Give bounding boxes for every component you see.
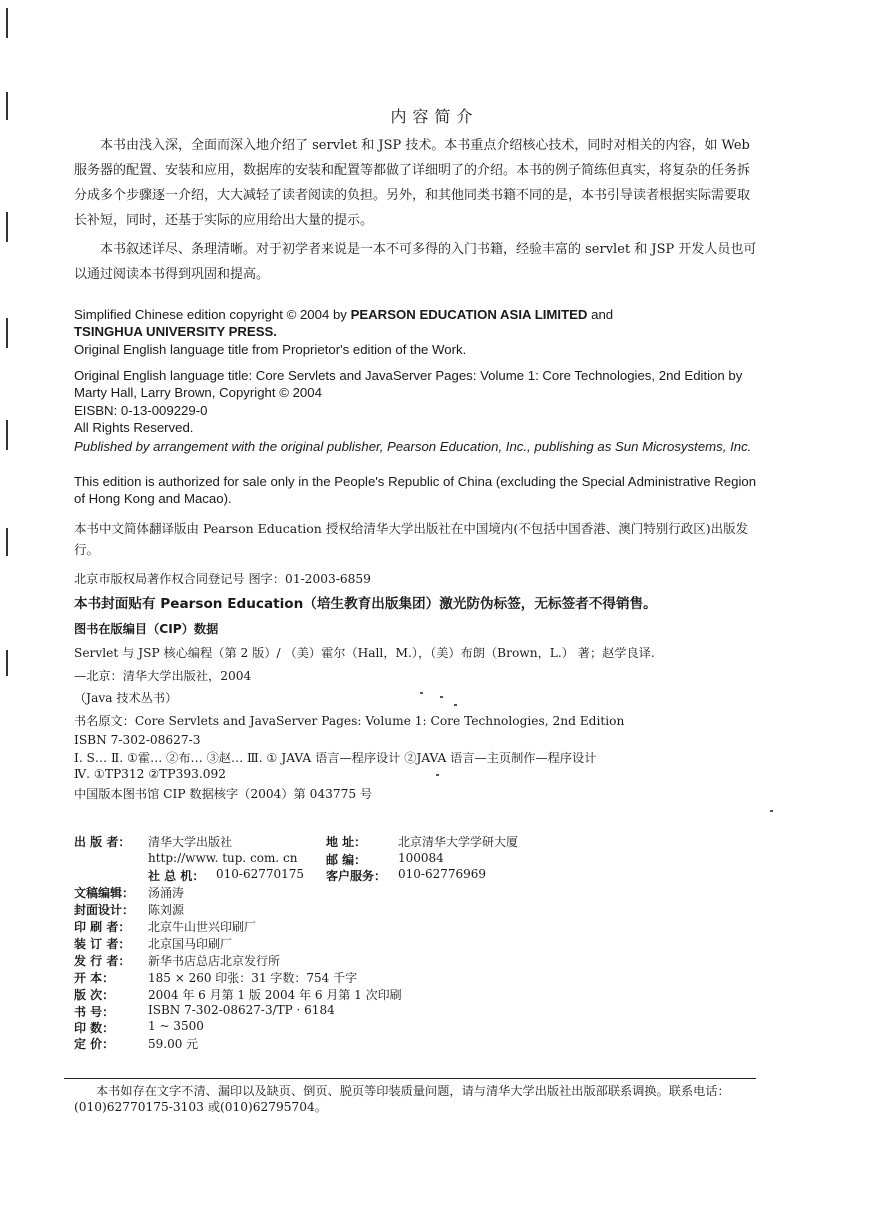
credit-value: 新华书店总店北京发行所 — [148, 954, 281, 968]
laser-label-notice: 本书封面贴有 Pearson Education（培生教育出版集团）激光防伪标签，无标签者不得销售。 — [74, 596, 657, 612]
cip-line: 书名原文：Core Servlets and JavaServer Pages: Volume 1: Core Technologies, 2nd Edition — [74, 714, 625, 728]
sale-authorization: This edition is authorized for sale only in the People's Republic of China (excluding the Special Administrative Region of Hong Kong and Macao). — [74, 474, 757, 507]
copyright-holder: PEARSON EDUCATION ASIA LIMITED — [350, 307, 588, 322]
address-label: 地 址： — [326, 835, 367, 849]
credit-label: 发 行 者： — [74, 954, 131, 968]
postcode: 100084 — [398, 851, 444, 865]
binding-mark — [6, 8, 8, 38]
binding-mark — [6, 528, 8, 556]
original-title: Original English language title: Core Servlets and JavaServer Pages: Volume 1: Core Technologies, 2nd Edition by Marty Hall, Larry Brown, Copyright © 2004 — [74, 368, 743, 401]
publisher-website: http://www. tup. com. cn — [148, 851, 298, 865]
copyright-prefix: Simplified Chinese edition copyright © 2004 by — [74, 307, 351, 322]
credit-value: 北京牛山世兴印刷厂 — [148, 920, 257, 934]
credit-value: 陈刘源 — [148, 903, 185, 917]
cip-line: —北京：清华大学出版社，2004 — [74, 669, 252, 683]
credit-label: 版 次： — [74, 988, 115, 1002]
cn-authorization: 本书中文简体翻译版由 Pearson Education 授权给清华大学出版社在中国境内(不包括中国香港、澳门特别行政区)出版发行。 — [74, 521, 749, 557]
credit-label: 书 号： — [74, 1005, 115, 1019]
eisbn: EISBN: 0-13-009229-0 — [74, 403, 208, 418]
binding-mark — [6, 318, 8, 348]
credit-label: 印 刷 者： — [74, 920, 131, 934]
print-speck — [454, 704, 457, 706]
cip-line: Ⅰ. S… Ⅱ. ①霍… ②布… ③赵… Ⅲ. ① JAVA 语言—程序设计 ②JAVA 语言—主页制作—程序设计 — [74, 751, 597, 765]
credit-label: 印 数： — [74, 1021, 115, 1035]
footer-rule — [64, 1078, 756, 1079]
credit-value: 1 ~ 3500 — [148, 1019, 204, 1033]
cip-line: ISBN 7-302-08627-3 — [74, 733, 201, 747]
original-edition-note: Original English language title from Proprietor's edition of the Work. — [74, 342, 467, 357]
credit-label: 封面设计： — [74, 903, 135, 917]
print-speck — [436, 774, 439, 776]
credit-label: 开 本： — [74, 971, 115, 985]
office-phone: 010-62770175 — [216, 867, 305, 881]
copyright-line-1 — [74, 306, 764, 323]
credit-label: 装 订 者： — [74, 937, 131, 951]
publisher-name: 清华大学出版社 — [148, 835, 233, 849]
rights-reserved: All Rights Reserved. — [74, 420, 194, 435]
office-phone-label: 社 总 机： — [148, 869, 205, 883]
credit-value: 185 × 260 印张：31 字数：754 千字 — [148, 971, 358, 985]
credit-label: 定 价： — [74, 1037, 115, 1051]
print-speck — [420, 692, 423, 694]
publisher-label: 出 版 者： — [74, 835, 131, 849]
cip-line: （Java 技术丛书） — [74, 691, 178, 705]
credit-value: 汤涌涛 — [148, 886, 185, 900]
binding-mark — [6, 420, 8, 450]
credit-value: 2004 年 6 月第 1 版 2004 年 6 月第 1 次印刷 — [148, 988, 402, 1002]
copyright-line-2: TSINGHUA UNIVERSITY PRESS. — [74, 324, 277, 339]
registration-number: 北京市版权局著作权合同登记号 图字：01-2003-6859 — [74, 572, 371, 586]
credit-value: ISBN 7-302-08627-3/TP · 6184 — [148, 1003, 335, 1017]
intro-paragraph-1: 本书由浅入深，全面而深入地介绍了 servlet 和 JSP 技术。本书重点介绍核心技术，同时对相关的内容，如 Web 服务器的配置、安装和应用，数据库的安装和配置等都做了详细明了的介绍。本书的例子简练但真实，将复杂的任务拆分成多个步骤逐一介绍，大大减轻了读者阅读的负担。另外，和其他同类书籍不同的是，本书引导读者根据实际需要取长补短，同时，还基于实际的应用给出大量的提示。 — [74, 138, 751, 228]
cip-line: Servlet 与 JSP 核心编程（第 2 版）/ （美）霍尔（Hall，M.），（美）布朗（Brown，L.） 著；赵学良译. — [74, 646, 655, 660]
cip-line: Ⅳ. ①TP312 ②TP393.092 — [74, 767, 226, 781]
binding-mark — [6, 212, 8, 242]
published-by: Published by arrangement with the original publisher, Pearson Education, Inc., publishing as Sun Microsystems, Inc. — [74, 439, 752, 454]
binding-mark — [6, 650, 8, 676]
footer-note: 本书如存在文字不清、漏印以及缺页、倒页、脱页等印装质量问题，请与清华大学出版社出版部联系调换。联系电话：(010)62770175-3103 或(010)62795704。 — [74, 1084, 730, 1114]
print-speck — [440, 696, 443, 698]
credit-value: 59.00 元 — [148, 1037, 199, 1051]
copyright-and: and — [587, 307, 614, 322]
cip-heading: 图书在版编目（CIP）数据 — [74, 622, 219, 636]
postcode-label: 邮 编： — [326, 853, 367, 867]
customer-service-phone: 010-62776969 — [398, 867, 487, 881]
print-speck — [770, 810, 773, 812]
customer-service-label: 客户服务： — [326, 869, 387, 883]
credit-label: 文稿编辑： — [74, 886, 135, 900]
credit-value: 北京国马印刷厂 — [148, 937, 233, 951]
cip-line: 中国版本图书馆 CIP 数据核字（2004）第 043775 号 — [74, 787, 373, 801]
address: 北京清华大学学研大厦 — [398, 835, 519, 849]
intro-paragraph-2: 本书叙述详尽、条理清晰。对于初学者来说是一本不可多得的入门书籍，经验丰富的 servlet 和 JSP 开发人员也可以通过阅读本书得到巩固和提高。 — [74, 242, 757, 282]
page-title: 内容简介 — [390, 107, 479, 126]
